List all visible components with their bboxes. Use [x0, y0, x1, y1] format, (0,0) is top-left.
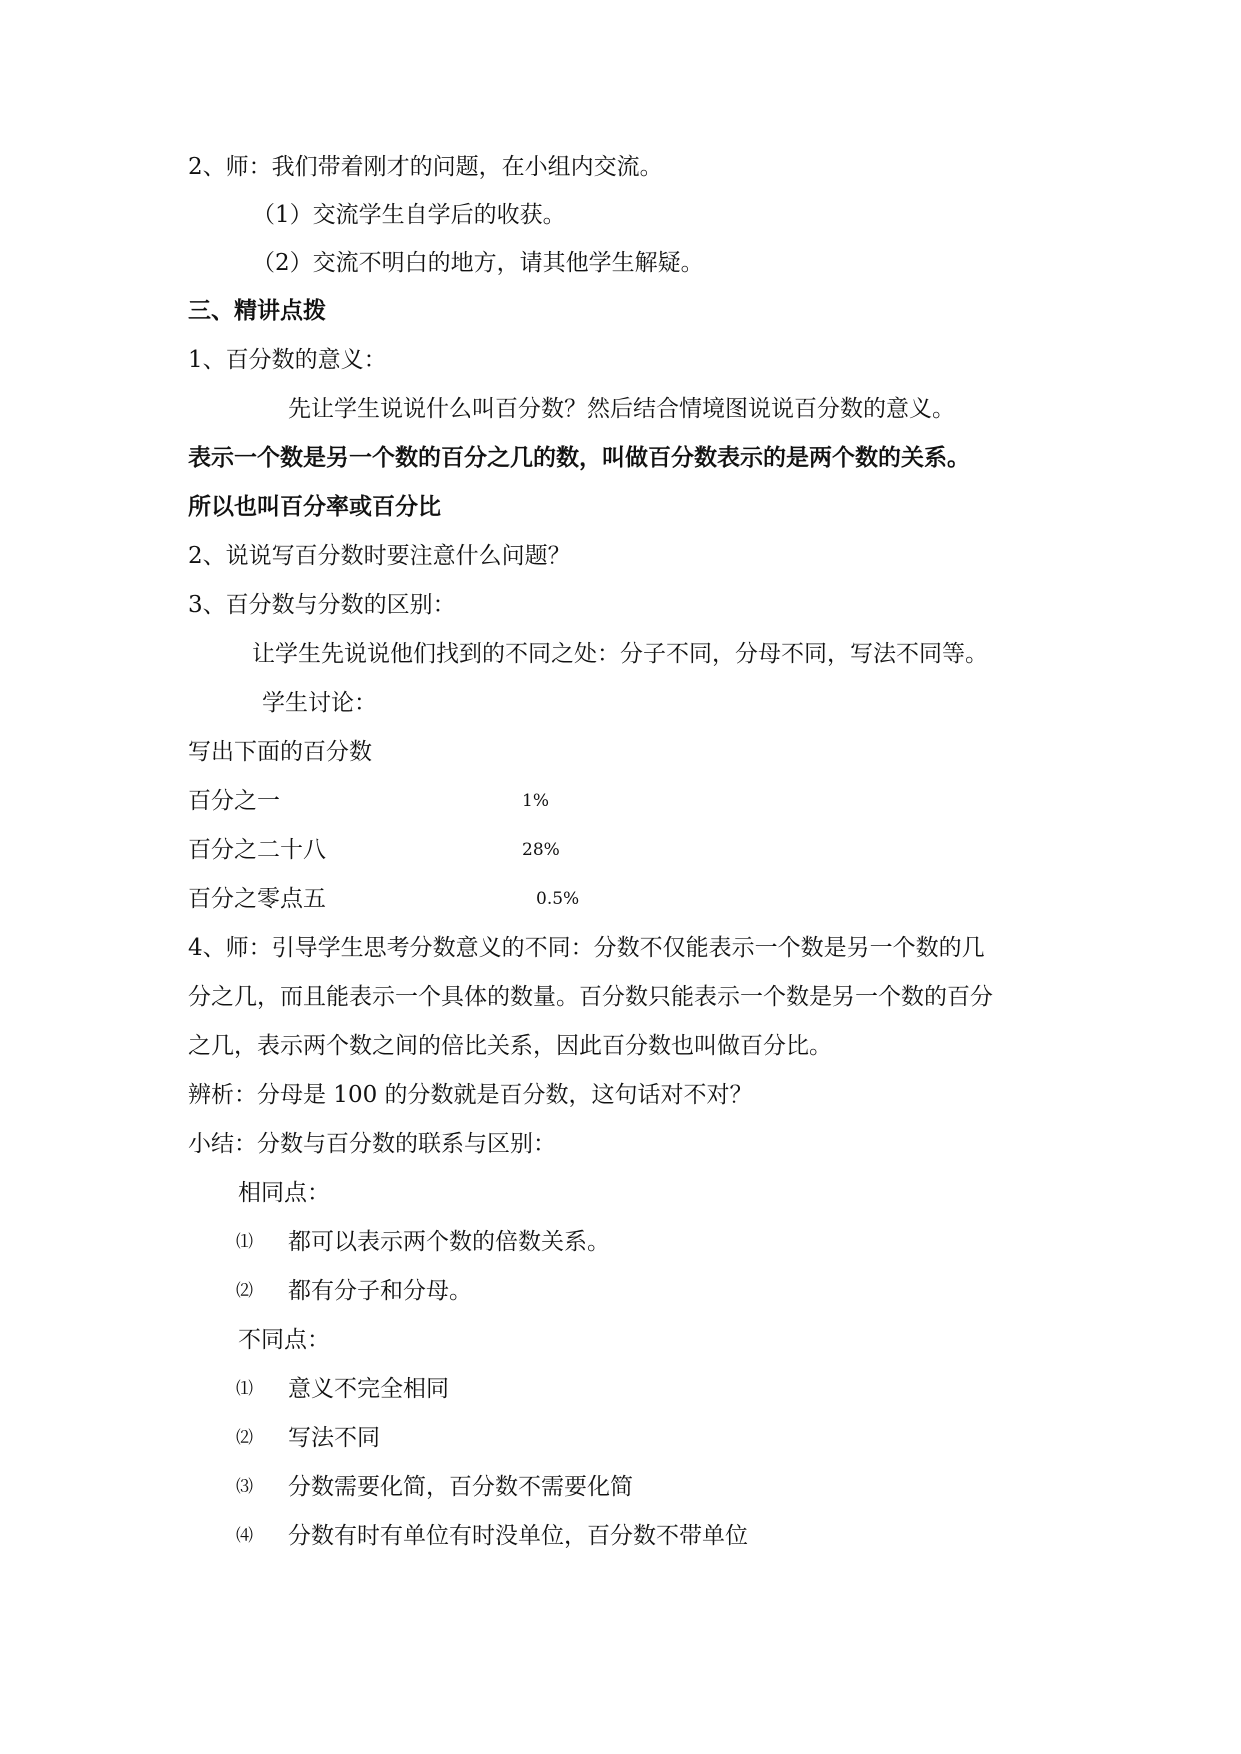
teacher-guide-line-3: 之几，表示两个数之间的倍比关系，因此百分数也叫做百分比。 [188, 1033, 832, 1059]
meaning-heading: 1、百分数的意义： [188, 347, 387, 373]
exercise-value-2: 28% [522, 840, 560, 860]
diff-item-text-4: 分数有时有单位有时没单位，百分数不带单位 [288, 1523, 748, 1549]
diff-item-marker-3: ⑶ [236, 1477, 253, 1497]
difference-text: 让学生先说说他们找到的不同之处：分子不同，分母不同，写法不同等。 [252, 641, 988, 667]
definition-line-2: 所以也叫百分率或百分比 [188, 494, 441, 520]
diff-item-text-1: 意义不完全相同 [288, 1376, 449, 1402]
diff-item-marker-4: ⑷ [236, 1526, 253, 1546]
same-item-marker-2: ⑵ [236, 1281, 253, 1301]
definition-line-1: 表示一个数是另一个数的百分之几的数，叫做百分数表示的是两个数的关系。 [188, 445, 970, 471]
same-item-text-1: 都可以表示两个数的倍数关系。 [288, 1229, 610, 1255]
diff-item-text-3: 分数需要化简，百分数不需要化简 [288, 1474, 633, 1500]
analysis-question: 辨析：分母是 100 的分数就是百分数，这句话对不对？ [188, 1082, 753, 1108]
same-item-text-2: 都有分子和分母。 [288, 1278, 472, 1304]
summary-heading: 小结：分数与百分数的联系与区别： [188, 1131, 556, 1157]
same-item-marker-1: ⑴ [236, 1232, 253, 1252]
section2-item-2: （2）交流不明白的地方，请其他学生解疑。 [252, 250, 704, 276]
meaning-text: 先让学生说说什么叫百分数？然后结合情境图说说百分数的意义。 [288, 396, 955, 422]
exercise-value-1: 1% [522, 791, 549, 811]
same-points-title: 相同点： [238, 1180, 330, 1206]
discussion-label: 学生讨论： [262, 690, 377, 716]
exercise-word-3: 百分之零点五 [188, 886, 326, 912]
diff-item-marker-1: ⑴ [236, 1379, 253, 1399]
section2-item-1: （1）交流学生自学后的收获。 [252, 202, 566, 228]
section2-heading: 2、师：我们带着刚才的问题，在小组内交流。 [188, 154, 663, 180]
exercise-title: 写出下面的百分数 [188, 739, 372, 765]
diff-item-text-2: 写法不同 [288, 1425, 380, 1451]
teacher-guide-line-1: 4、师：引导学生思考分数意义的不同：分数不仅能表示一个数是另一个数的几 [188, 935, 985, 961]
exercise-value-3: 0.5% [536, 889, 580, 909]
exercise-word-1: 百分之一 [188, 788, 280, 814]
writing-question: 2、说说写百分数时要注意什么问题？ [188, 543, 571, 569]
difference-heading: 3、百分数与分数的区别： [188, 592, 456, 618]
section3-title: 三、精讲点拨 [188, 298, 326, 324]
teacher-guide-line-2: 分之几，而且能表示一个具体的数量。百分数只能表示一个数是另一个数的百分 [188, 984, 993, 1010]
exercise-word-2: 百分之二十八 [188, 837, 326, 863]
diff-item-marker-2: ⑵ [236, 1428, 253, 1448]
diff-points-title: 不同点： [238, 1327, 330, 1353]
